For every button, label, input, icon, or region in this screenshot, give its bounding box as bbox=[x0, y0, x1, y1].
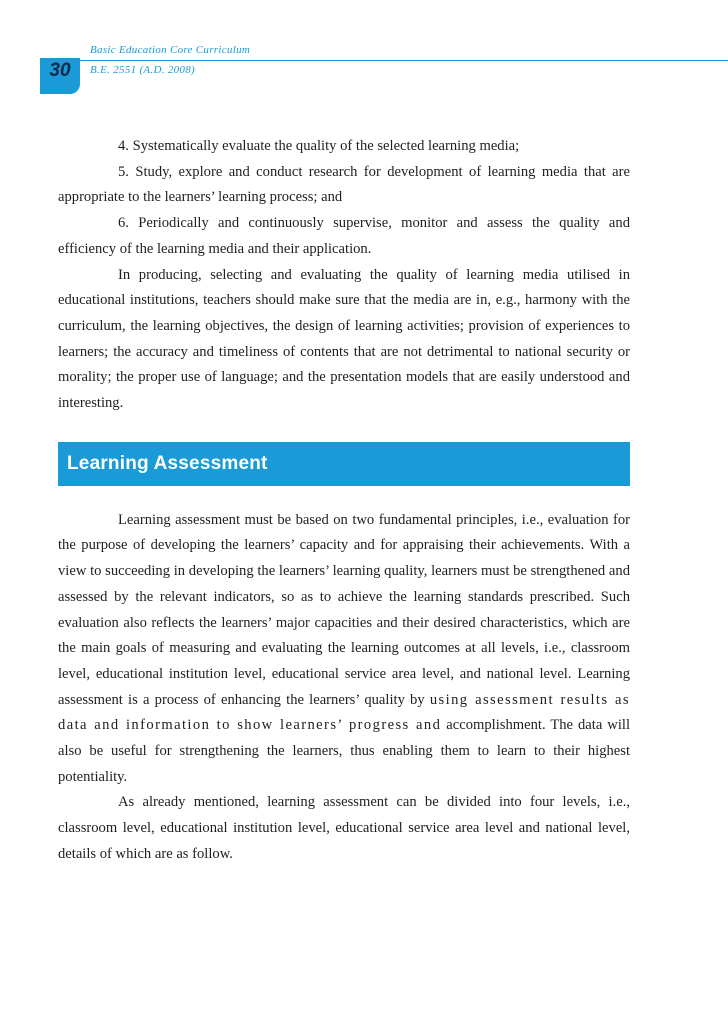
assessment-text-a: Learning assessment must be based on two fundamental principles, i.e., evaluation for the purpose of developing the learners’ capacity and for appraising their achievements. With a view to succeeding in developing the learners’ learning quality, learners must be strengthened and assessed by the relevant indicators, so as to achieve the learning standards prescribed. Such evaluation also reflects the learners’ major capacities and their desired characteristics, which are the main goals of measuring and evaluating the learning outcomes at all levels, i.e., classroom level, educational institution level, educational service area level, and national level. Learning assessment is a process of enhancing the learners’ quality by bbox=[58, 511, 630, 708]
header-rule bbox=[48, 60, 728, 61]
assessment-text-b: accomplishment. The data will also be useful for strengthening the learners, thus enabling them to learn to their highest potentiality. bbox=[58, 717, 631, 785]
running-header-edition: B.E. 2551 (A.D. 2008) bbox=[90, 64, 195, 76]
list-item-4: 4. Systematically evaluate the quality of the selected learning media; bbox=[118, 138, 520, 154]
page-body bbox=[58, 134, 630, 868]
page-header bbox=[0, 0, 728, 110]
assessment-text-spaced: using assessment results as data and information to show learners’ progress and bbox=[58, 691, 630, 734]
assessment-paragraph-1 bbox=[58, 508, 630, 791]
section-heading-bar bbox=[58, 442, 630, 486]
page-number-badge: 30 bbox=[40, 58, 80, 94]
media-quality-paragraph: In producing, selecting and evaluating the quality of learning media utilised in educational institutions, teachers should make sure that the media are in, e.g., harmony with the curriculum, the learning objectives, the design of learning activities; provision of experiences to learners; the accuracy and timeliness of contents that are not detrimental to national security or morality; the proper use of language; and the presentation models that are easily understood and interesting. bbox=[58, 266, 630, 412]
list-item-6: 6. Periodically and continuously supervise, monitor and assess the quality and efficiency of the learning media and their application. bbox=[58, 215, 630, 257]
assessment-paragraph-2: As already mentioned, learning assessment can be divided into four levels, i.e., classroom level, educational institution level, educational service area level and national level, details of which are as follow. bbox=[58, 794, 630, 862]
running-header-title: Basic Education Core Curriculum bbox=[90, 44, 251, 56]
section-title: Learning Assessment bbox=[67, 452, 268, 474]
list-item-5: 5. Study, explore and conduct research for development of learning media that are appropriate to the learners’ learning process; and bbox=[58, 163, 630, 206]
